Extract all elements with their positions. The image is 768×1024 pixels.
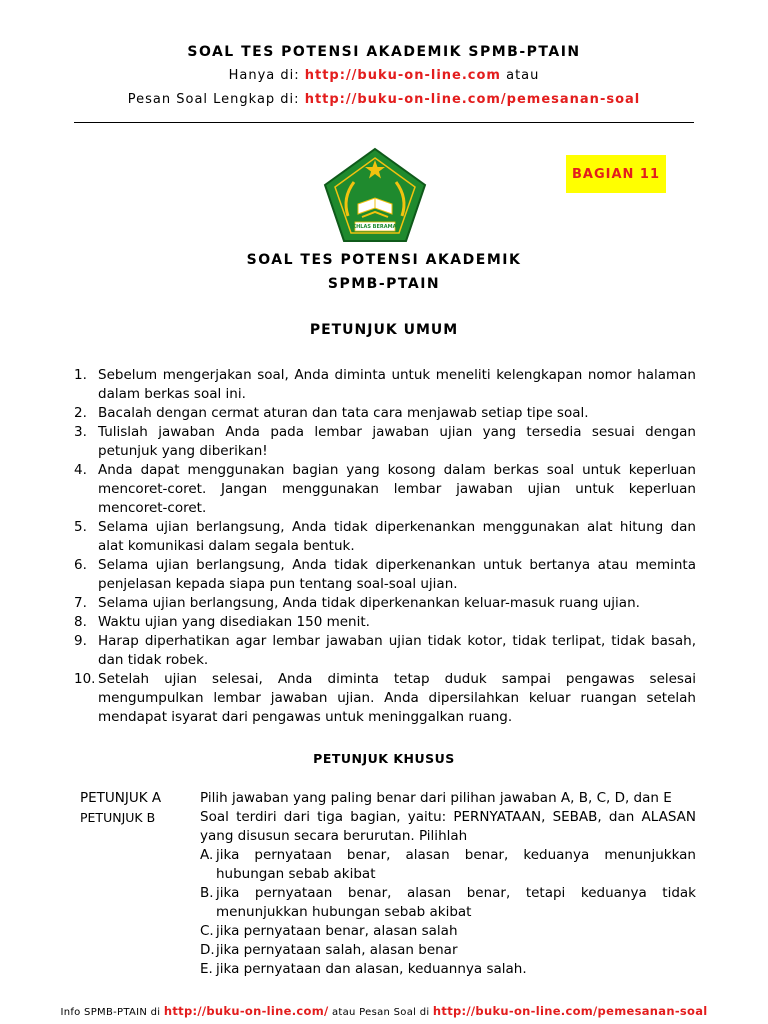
header-line1-suffix: atau (500, 68, 540, 83)
general-instructions-list (74, 366, 696, 727)
list-item: 8. Waktu ujian yang disediakan 150 menit. (74, 614, 370, 630)
footer-middle: atau Pesan Soal di (328, 1007, 433, 1018)
header-link-order[interactable]: http://buku-on-line.com/pemesanan-soal (304, 92, 641, 107)
option-item: E. jika pernyataan dan alasan, keduannya salah. (200, 961, 527, 977)
header-line-1 (0, 68, 768, 83)
list-item: 10. Setelah ujian selesai, Anda diminta tetap duduk sampai pengawas selesai mengumpulkan lembar jawaban ujian. Anda dipersilahkan keluar ruangan setelah mendapat isyarat dari pengawas untuk meninggalkan ruang. (74, 671, 696, 725)
main-subtitle: SPMB-PTAIN (327, 276, 441, 292)
instruction-a-text: Pilih jawaban yang paling benar dari pilihan jawaban A, B, C, D, dan E (200, 790, 672, 806)
instruction-b-text: Soal terdiri dari tiga bagian, yaitu: PERNYATAAN, SEBAB, dan ALASAN yang disusun secara berurutan. Pilihlah (200, 809, 696, 844)
page-footer (0, 1004, 768, 1018)
list-item: 7. Selama ujian berlangsung, Anda tidak diperkenankan keluar-masuk ruang ujian. (74, 595, 640, 611)
instruction-b (80, 808, 696, 979)
option-item: D. jika pernyataan salah, alasan benar (200, 942, 458, 958)
header-title: SOAL TES POTENSI AKADEMIK SPMB-PTAIN (187, 44, 581, 60)
emblem-motto: IKHLAS BERAMAL (350, 224, 400, 230)
instruction-b-label: PETUNJUK B (80, 810, 156, 825)
general-instructions-heading: PETUNJUK UMUM (309, 322, 459, 338)
footer-link-home[interactable]: http://buku-on-line.com/ (163, 1004, 329, 1018)
list-item: 2. Bacalah dengan cermat aturan dan tata cara menjawab setiap tipe soal. (74, 405, 589, 421)
option-item: A. jika pernyataan benar, alasan benar, keduanya menunjukkan hubungan sebab akibat (200, 847, 696, 882)
section-badge: BAGIAN 11 (566, 155, 666, 193)
specific-instructions-heading: PETUNJUK KHUSUS (313, 751, 455, 766)
header-line1-prefix: Hanya di: (228, 68, 305, 83)
header-line-2 (0, 92, 768, 107)
instruction-a (80, 789, 696, 808)
header-link-home[interactable]: http://buku-on-line.com (304, 68, 501, 83)
list-item: 6. Selama ujian berlangsung, Anda tidak diperkenankan untuk bertanya atau meminta penjelasan kepada siapa pun tentang soal-soal ujian. (74, 557, 696, 592)
list-item: 3. Tulislah jawaban Anda pada lembar jawaban ujian yang tersedia sesuai dengan petunjuk yang diberikan! (74, 424, 696, 459)
list-item: 4. Anda dapat menggunakan bagian yang kosong dalam berkas soal untuk keperluan mencoret-coret. Jangan menggunakan lembar jawaban ujian untuk keperluan mencoret-coret. (74, 462, 696, 516)
list-item: 1. Sebelum mengerjakan soal, Anda diminta untuk meneliti kelengkapan nomor halaman dalam berkas soal ini. (74, 367, 696, 402)
list-item: 5. Selama ujian berlangsung, Anda tidak diperkenankan menggunakan alat hitung dan alat komunikasi dalam segala bentuk. (74, 519, 696, 554)
specific-instructions (80, 789, 696, 979)
list-item: 9. Harap diperhatikan agar lembar jawaban ujian tidak kotor, tidak terlipat, tidak basah, dan tidak robek. (74, 633, 696, 668)
option-item: B. jika pernyataan benar, alasan benar, tetapi keduanya tidak menunjukkan hubungan sebab akibat (200, 885, 696, 920)
option-item: C. jika pernyataan benar, alasan salah (200, 923, 458, 939)
footer-link-order[interactable]: http://buku-on-line.com/pemesanan-soal (432, 1004, 708, 1018)
footer-prefix: Info SPMB-PTAIN di (60, 1007, 164, 1018)
main-title: SOAL TES POTENSI AKADEMIK (246, 252, 522, 268)
header-line2-prefix: Pesan Soal Lengkap di: (127, 92, 305, 107)
header-divider (74, 122, 694, 123)
instruction-a-label: PETUNJUK A (80, 790, 162, 806)
